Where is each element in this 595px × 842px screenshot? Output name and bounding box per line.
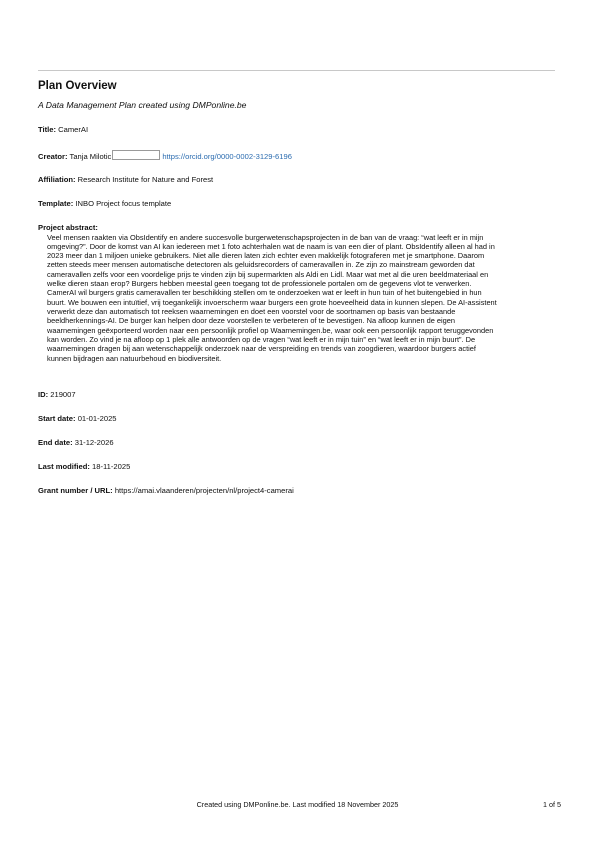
creator-label: Creator: [38,152,68,161]
header-divider [38,70,555,71]
affiliation-field [38,175,213,185]
id-label: ID: [38,390,49,399]
id-field [38,390,76,400]
grant-field [38,486,294,496]
grant-value: https://amai.vlaanderen/projecten/nl/project4-camerai [114,486,294,495]
start-date-value: 01-01-2025 [77,414,117,423]
end-date-field [38,438,114,448]
id-value: 219007 [50,390,76,399]
title-label: Title: [38,125,57,134]
last-modified-field [38,462,130,472]
title-value: CamerAI [58,125,89,134]
page-title: Plan Overview [38,80,117,92]
footer-text: Created using DMPonline.be. Last modified 18 November 2025 [196,800,399,809]
affiliation-label: Affiliation: [38,175,76,184]
page-number: 1 of 5 [543,800,561,809]
creator-value: Tanja Milotic [69,152,112,161]
last-modified-label: Last modified: [38,462,90,471]
title-field [38,125,88,135]
template-label: Template: [38,199,74,208]
abstract-label: Project abstract: [38,223,98,232]
creator-orcid-link[interactable]: https://orcid.org/0000-0002-3129-6196 [162,152,292,161]
start-date-label: Start date: [38,414,76,423]
abstract-text: Veel mensen raakten via ObsIdentify en andere succesvolle burgerwetenschapsprojecten in de ban van de vraag: “wat leeft er in mijn omgeving?”. Door de komst van AI kan iedereen met 1 foto achterhalen wat de naam is van een dier of plant. ObsIdentify alleen al had in 2023 meer dan 1 miljoen unieke gebruikers. Niet alle dieren laten zich echter even makkelijk fotograferen met je smartphone. Daarom zetten steeds meer mensen automatische detectoren als geluidsrecorders of cameravallen in. Ze zijn zo mainstream geworden dat cameravallen zelfs voor een voordelige prijs te vinden zijn bij supermarkten als Aldi en Lidl. Maar wat met al die uren beeldmateriaal en welke dieren staan erop? Burgers hebben meestal geen toegang tot de professionele portalen om de gegevens vlot te verwerken. CamerAI wil burgers gratis cameravallen ter beschikking stellen om te onderzoeken wat er leeft in hun tuin of het buitengebied in hun buurt. We bouwen een intuïtief, vrij toegankelijk invoerscherm waar burgers een grote hoeveelheid data in kunnen slepen. De AI-assistent verwerkt deze dan automatisch tot reeksen waarnemingen en doet een voorstel voor de soortnamen op basis van bestaande beeldherkennings-AI. De burger kan helpen door deze voorstellen te verbeteren of te bevestigen. Na afloop kunnen de eigen waarnemingen geëxporteerd worden naar een persoonlijk profiel op Waarnemingen.be, waar ook een persoonlijk rapport teruggevonden kan worden. Zo vind je na afloop op 1 plek alle antwoorden op de vragen “wat leeft er in mijn tuin” en “wat leeft er in mijn buurt”. De waarnemingen dragen bij aan wetenschappelijk onderzoek naar de verspreiding en trends van zoogdieren, waardoor burgers actief kunnen bijdragen aan natuurbehoud en biodiversiteit. [47,232,497,363]
page-subtitle: A Data Management Plan created using DMPonline.be [38,100,247,110]
grant-label: Grant number / URL: [38,486,113,495]
end-date-label: End date: [38,438,73,447]
start-date-field [38,414,117,424]
orcid-badge-icon [112,150,160,160]
affiliation-value: Research Institute for Nature and Forest [77,175,214,184]
creator-field [38,150,292,162]
last-modified-value: 18-11-2025 [92,462,131,471]
template-value: INBO Project focus template [75,199,172,208]
end-date-value: 31-12-2026 [74,438,114,447]
template-field [38,199,171,209]
